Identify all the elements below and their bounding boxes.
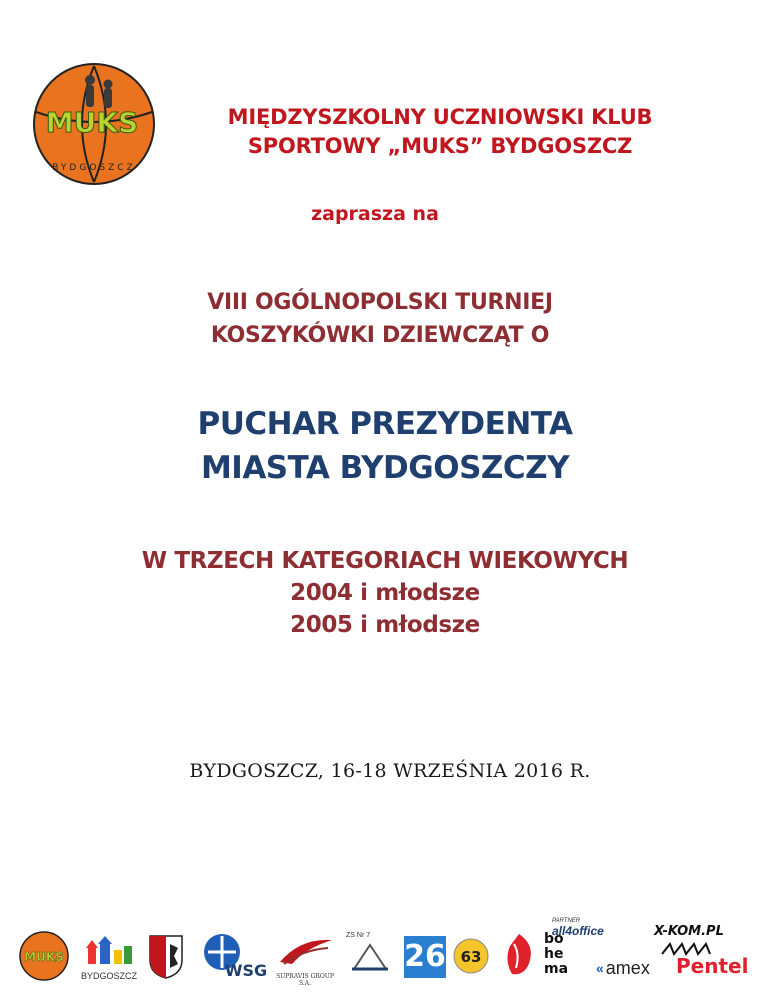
amex-text: amex <box>605 957 650 978</box>
cup-line-2: MIASTA BYDGOSZCZY <box>200 450 570 486</box>
sponsor-amex-logo <box>596 956 670 980</box>
supravis-text: SUPRAVIS GROUP S.A. <box>276 973 334 987</box>
muks-logo <box>30 62 158 186</box>
sponsor-wsg-logo <box>196 930 268 980</box>
tournament-line-1: VIII OGÓLNOPOLSKI TURNIEJ <box>207 290 553 315</box>
bydgoszcz-logo-text: BYDGOSZCZ <box>80 971 137 981</box>
logo-ring-text: BYDGOSZCZ <box>52 163 136 173</box>
sponsor-all4office <box>552 918 632 942</box>
bohema-part-1: bo <box>544 931 564 947</box>
logo-text: MUKS <box>45 106 139 139</box>
tournament-title <box>140 286 620 352</box>
cup-line-1: PUCHAR PREZYDENTA <box>197 406 573 442</box>
sponsor-supravis-logo <box>270 934 340 987</box>
sponsor-coat-of-arms <box>148 934 184 980</box>
cup-title <box>130 402 640 490</box>
categories-heading: W TRZECH KATEGORIACH WIEKOWYCH <box>141 548 629 574</box>
club-name-line-2: SPORTOWY „MUKS” BYDGOSZCZ <box>247 134 633 158</box>
age-categories <box>90 545 680 641</box>
sponsor-muks-logo <box>18 930 70 982</box>
school63-text: 63 <box>460 948 482 966</box>
amex-chevron-icon: « <box>596 960 604 976</box>
zs7-text: ZS Nr 7 <box>346 932 371 939</box>
sponsor-school63-logo <box>450 934 492 978</box>
sponsor-red-logo <box>500 930 538 980</box>
sponsor-zs7-logo <box>346 932 394 980</box>
place-and-date: BYDGOSZCZ, 16-18 WRZEŚNIA 2016 R. <box>189 760 591 782</box>
svg-text:MUKS: MUKS <box>24 950 64 964</box>
sponsor-bydgoszcz-logo <box>80 936 138 980</box>
bohema-part-3: ma <box>544 961 569 977</box>
category-2005: 2005 i młodsze <box>290 612 480 638</box>
bohema-part-2: he <box>544 946 564 962</box>
tournament-line-2: KOSZYKÓWKI DZIEWCZĄT O <box>210 323 550 348</box>
sponsor-xkom-logo: X-KOM.PL <box>654 924 724 939</box>
sponsor-pentel-logo: Pentel <box>676 954 749 978</box>
club-name <box>200 103 680 161</box>
wsg-text: WSG <box>224 961 268 980</box>
all4office-text: all4office <box>552 924 604 938</box>
invites-text: zaprasza na <box>311 203 439 225</box>
club-name-line-1: MIĘDZYSZKOLNY UCZNIOWSKI KLUB <box>227 105 653 129</box>
sponsor-school26-logo <box>404 936 446 978</box>
category-2004: 2004 i młodsze <box>290 580 480 606</box>
partner-label: PARTNER <box>552 918 581 924</box>
school26-text: 26 <box>404 939 446 974</box>
